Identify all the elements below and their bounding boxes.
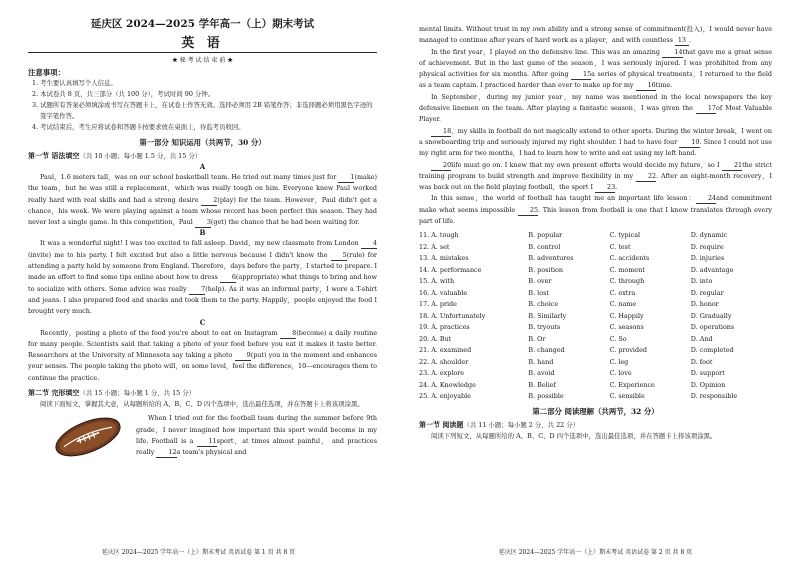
part-1-title: 第一部分 知识运用（共两节，30 分） — [139, 138, 266, 147]
confidential-mark: ★ 秘 考 试 结 束 前 ★ — [171, 57, 234, 64]
option-d: D. support — [690, 369, 725, 378]
option-row — [419, 344, 772, 356]
cloze-paragraph: 18，my skills in football do not magically extend to other sports. During the winter break，I went on a snowboarding trip and seriously injured my right shoulder. I had to have four 19. Since I could not use my right arm for two months，I had to learn how to write and eat using my left hand. — [419, 126, 772, 158]
option-c: C. love — [609, 369, 632, 378]
option-b: B. popular — [528, 231, 563, 240]
reading-instructions: 阅读下列短文，从每题所给的 A、B、C、D 四个选项中，选出最佳选项，并在答题卡上将该项涂黑。 — [431, 431, 717, 440]
cloze-paragraph: In September，during my junior year，my name was mentioned in the local newspapers the key defensive linemen on the team. After playing a fantastic season，I was given the 17of Most Valuable Player. — [419, 92, 772, 124]
option-d: D. Gradually — [690, 311, 732, 320]
option-a: 20. A. But — [419, 334, 452, 343]
option-b: B. Or — [528, 334, 546, 343]
option-c: C. extra — [609, 288, 636, 297]
section-2-heading: 第二节 完形填空（共 15 小题；每小题 1 分，共 15 分） — [28, 388, 196, 398]
exam-title: 延庆区 2024—2025 学年高一（上）期末考试 — [90, 18, 315, 30]
cloze-intro — [28, 413, 377, 458]
option-c: C. moment — [609, 265, 645, 274]
blank-7: 7 — [189, 285, 205, 295]
option-c: C. seasons — [609, 323, 644, 332]
option-row — [419, 321, 772, 333]
option-d: D. require — [690, 242, 724, 251]
option-a: 15. A. with — [419, 277, 455, 286]
option-c: C. provided — [609, 346, 647, 355]
option-b: B. changed — [528, 346, 565, 355]
option-b: B. lost — [528, 288, 549, 297]
cloze-paragraph: In the first year，I played on the defensive line. This was an amazing 14that gave me a great sense of achievement. But in the last game of the season，I was seriously injured. I was prohibited from any physical activities for six months. After going 15a series of physical treatments，I returned to the field as a team captain. I practiced harder than ever to make up for my 16time. — [419, 47, 772, 90]
cloze-paragraph: In this sense，the world of football has taught me an important life lesson： 24and commitment make what seems impossible 25. This lesson from football is one that I know translates through every part of life. — [419, 194, 772, 226]
page-2 — [397, 0, 794, 562]
option-row — [419, 367, 772, 379]
blank-5: 5 — [331, 251, 347, 261]
option-b: B. over — [528, 277, 552, 286]
option-c: C. typical — [609, 231, 641, 240]
option-c: C. name — [609, 300, 637, 309]
passage-c: Recently，posting a photo of the food you're about to eat on Instagram 8(become) a daily routine for many people. Scientists said that taking a photo of your food before you eat it makes it taste better. Researchers at the University of Minnesota say taking a photo 9(put) you in the moment and enhances your senses. The people taking the photo will，on some level，feel the difference，10—encourages them to continue the practice. — [28, 328, 377, 382]
option-b: B. Belief — [528, 380, 556, 389]
option-a: 12. A. set — [419, 242, 450, 251]
notice-heading: 注意事项： — [28, 68, 65, 77]
football-icon — [48, 415, 128, 459]
cloze-passage-start: When I tried out for the football team during the summer before 9th grade，I never imagined how important this sport would become in my life. Football is a 11sport，at times almost painful， and practices really 12a team's physical and — [136, 414, 377, 457]
blank-2: 2 — [201, 196, 217, 206]
option-b: B. Similarly — [528, 311, 567, 320]
option-row — [419, 390, 772, 402]
option-d: D. honor — [690, 300, 719, 309]
blank-22: 22 — [636, 172, 656, 182]
blank-18: 18 — [431, 127, 451, 137]
option-c: C. sensible — [609, 392, 645, 401]
option-c: C. accidents — [609, 254, 650, 263]
option-row — [419, 252, 772, 264]
option-d: D. responsible — [690, 392, 738, 401]
option-row — [419, 275, 772, 287]
option-a: 13. A. mistakes — [419, 254, 469, 263]
blank-9: 9 — [235, 351, 251, 361]
option-d: D. regular — [690, 288, 724, 297]
option-a: 19. A. practices — [419, 323, 470, 332]
option-d: D. foot — [690, 357, 713, 366]
blank-14: 14 — [662, 48, 682, 58]
option-row — [419, 379, 772, 391]
option-d: D. injuries — [690, 254, 725, 263]
blank-12: 12 — [156, 448, 176, 458]
option-a: 17. A. pride — [419, 300, 457, 309]
passage-b: It was a wonderful night! I was too excited to fall asleep. David，my new classmate from London 4(invite) me to his party. I felt excited but also a little nervous because I didn't know the 5(rule) for attending a party held by someone from England. Therefore，days before the party，I started to prepare. I made an effort to find some tips online about how to dress 6(appropriate) what things to bring and how to socialize with others. Some advice was really 7(help). As it was an informal party，I wore a T-shirt and jeans. I also prepared food and snacks and took them to the party. Happily，people enjoyed the food I brought very much. — [28, 239, 377, 316]
blank-1: 1 — [338, 173, 354, 183]
option-row — [419, 333, 772, 345]
exam-subject: 英 语 — [181, 36, 224, 51]
section-2-instructions: 阅读下面短文，掌握其大意，从每题所给的 A、B、C、D 四个选项中，选出最佳选项，并在答题卡上将该项涂黑。 — [40, 400, 364, 409]
blank-6: 6 — [220, 273, 236, 283]
blank-23: 23 — [595, 183, 615, 193]
option-row — [419, 356, 772, 368]
cloze-paragraph: mental limits. Without trust in my own ability and a strong sense of commitment(投入)，I would never have managed to continue after years of hard work as a player，and with countless 13 . — [419, 25, 772, 45]
page-1-footer: 延庆区 2024—2025 学年高一（上）期末考试 英语试卷 第 1 页 共 8 页 — [101, 549, 296, 556]
option-row — [419, 310, 772, 322]
option-d: D. operations — [690, 323, 735, 332]
option-row — [419, 264, 772, 276]
notice-item: 1. 考生要认真填写个人信息。 — [32, 79, 117, 87]
option-d: D. into — [690, 277, 713, 286]
option-a: 24. A. Knowledge — [419, 380, 476, 389]
passage-a-label: A — [199, 162, 206, 171]
options-table — [419, 229, 772, 402]
part-2-title: 第二部分 阅读理解（共两节，32 分） — [532, 406, 659, 416]
option-row — [419, 298, 772, 310]
option-b: B. tryouts — [528, 323, 561, 332]
passage-b-label: B — [199, 228, 206, 238]
blank-13: 13 — [675, 36, 689, 46]
notice-item: 4. 考试结束后，考生应将试卷和答题卡按要求放在桌面上，待监考员收回。 — [32, 123, 245, 131]
option-d: D. Opinion — [690, 380, 726, 389]
blank-4: 4 — [361, 239, 377, 249]
option-d: D. dynamic — [690, 231, 728, 240]
option-c: C. test — [609, 242, 631, 251]
option-d: D. advantage — [690, 265, 734, 274]
option-b: B. position — [528, 265, 564, 274]
option-a: 23. A. explore — [419, 369, 465, 378]
blank-15: 15 — [571, 70, 591, 80]
blank-21: 21 — [722, 161, 742, 171]
option-b: B. choice — [528, 300, 559, 309]
option-row — [419, 241, 772, 253]
blank-11: 11 — [197, 437, 217, 447]
option-row — [419, 287, 772, 299]
option-d: D. And — [690, 334, 713, 343]
page-2-footer: 延庆区 2024—2025 学年高一（上）期末考试 英语试卷 第 2 页 共 8 页 — [498, 549, 693, 556]
passage-c-label: C — [199, 317, 206, 327]
blank-24: 24 — [696, 194, 716, 204]
option-a: 25. A. enjoyable — [419, 392, 471, 401]
option-a: 11. A. tough — [419, 231, 459, 240]
option-c: C. Happily — [609, 311, 644, 320]
option-a: 14. A. performance — [419, 265, 482, 274]
blank-20: 20 — [431, 161, 451, 171]
blank-25: 25 — [518, 206, 538, 216]
notice-item: 3. 试题所有答案必须填涂或书写在答题卡上，在试卷上作答无效。选择必须用 2B 铅笔作答；非选择题必须用黑色字迹的签字笔作答。 — [32, 101, 373, 120]
option-a: 18. A. Unfortunately — [419, 311, 486, 320]
option-a: 22. A. shoulder — [419, 357, 469, 366]
option-c: C. leg — [609, 357, 629, 366]
section-1-heading: 第一节 语法填空（共 10 小题；每小题 1.5 分，共 15 分） — [28, 151, 202, 160]
reading-section-heading: 第一节 阅读题（共 11 小题；每小题 2 分，共 22 分） — [419, 419, 580, 429]
blank-8: 8 — [280, 329, 296, 339]
notice-item: 2. 本试卷共 8 页，共三部分（共 100 分），考试时间 90 分钟。 — [32, 90, 215, 98]
passage-a: Paul，1.6 meters tall，was on our school basketball team. He tried out many times just for 1(make) the team，but he was still a replacement，which was really tough on him. Everyone knew Paul worked really hard with real skills and had a strong desire 2(play) for the team. However，Paul didn't get a chance，his week. We were playing against a team whose record has been perfect this season. They had never lost a single game. In this competition，Paul 3(get) the chance that he had been waiting for. — [28, 173, 377, 227]
option-b: B. adventures — [528, 254, 574, 263]
option-b: B. control — [528, 242, 561, 251]
option-b: B. avoid — [528, 369, 555, 378]
option-c: C. Experience — [609, 380, 655, 389]
blank-17: 17 — [696, 104, 716, 114]
option-a: 21. A. examined — [419, 346, 472, 355]
option-c: C. So — [609, 334, 627, 343]
option-a: 16. A. valuable — [419, 288, 468, 297]
blank-3: 3 — [195, 218, 211, 228]
cloze-paragraph: 20life must go on. I knew that my own present efforts would decide my future，so I 21the strict training program to build strength and improve flexibility in my 22. After an eight-month recovery，I was back out on the field playing football，the sport I 23. — [419, 160, 772, 192]
blank-16: 16 — [636, 81, 656, 91]
option-d: D. completed — [690, 346, 734, 355]
option-b: B. possible — [528, 392, 564, 401]
option-c: C. through — [609, 277, 645, 286]
title-rule — [28, 52, 377, 53]
option-row — [419, 229, 772, 241]
blank-19: 19 — [679, 138, 699, 148]
option-b: B. hand — [528, 357, 554, 366]
